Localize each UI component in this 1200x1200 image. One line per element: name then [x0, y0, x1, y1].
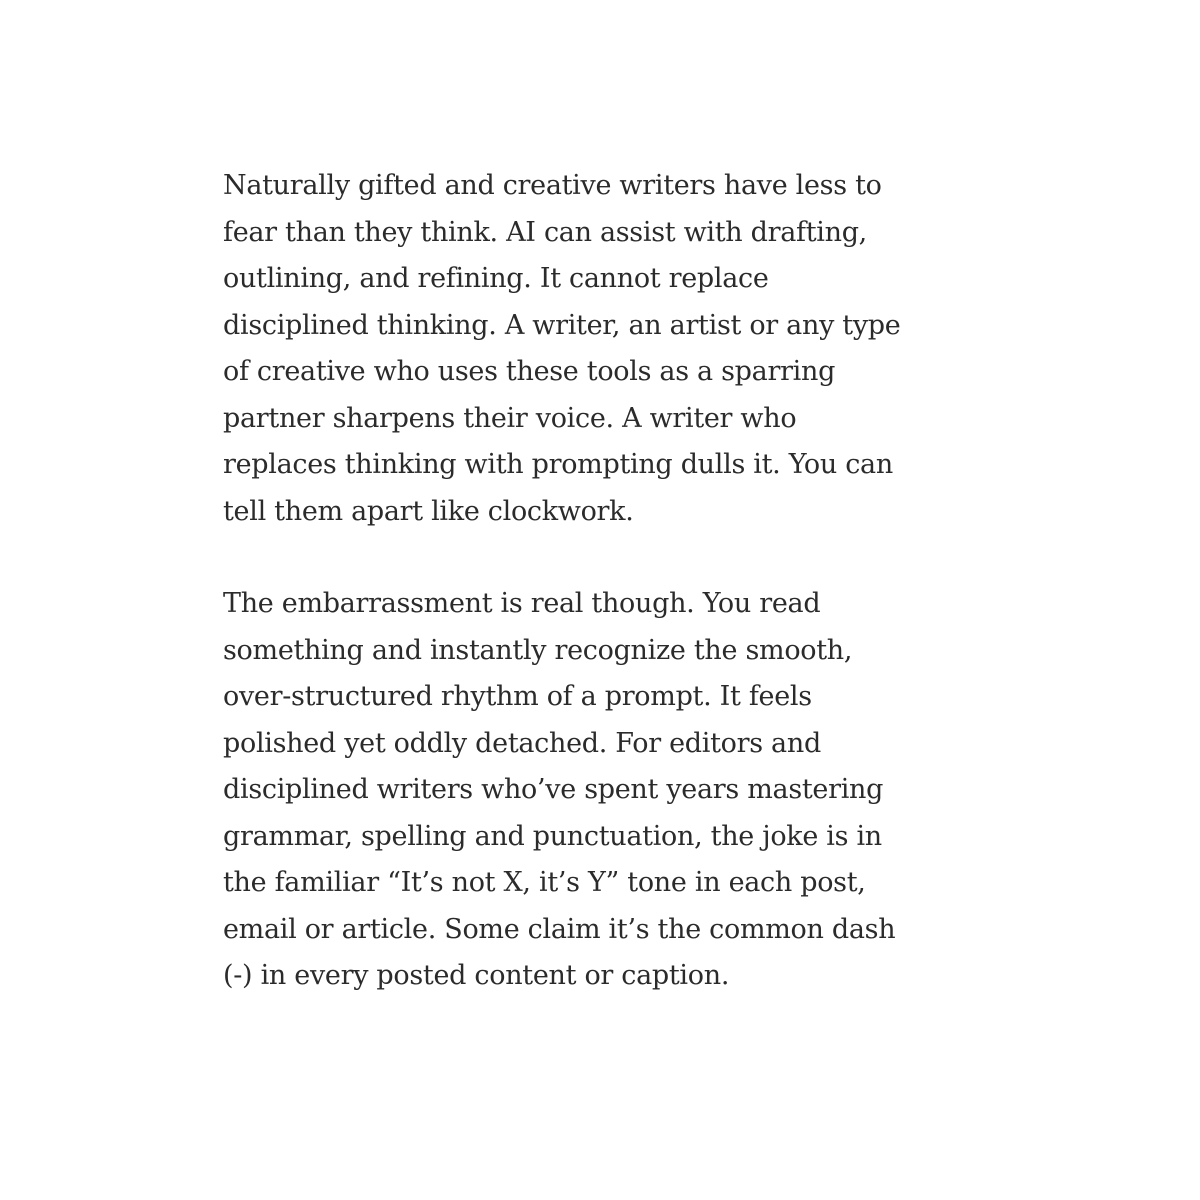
paragraph-1	[223, 163, 983, 535]
text-line: polished yet oddly detached. For editors and	[223, 727, 821, 759]
text-line: Naturally gifted and creative writers have less to	[223, 170, 882, 201]
text-line: tell them apart like clockwork.	[223, 495, 634, 527]
text-line: fear than they think. AI can assist with drafting,	[223, 216, 867, 248]
text-line: grammar, spelling and punctuation, the joke is in	[223, 820, 882, 852]
text-line: The embarrassment is real though. You read	[223, 588, 821, 619]
text-line: of creative who uses these tools as a sparring	[223, 356, 836, 387]
text-line: something and instantly recognize the smooth,	[223, 634, 853, 666]
text-line: replaces thinking with prompting dulls it. You can	[223, 449, 893, 480]
text-line: disciplined thinking. A writer, an artist or any type	[223, 309, 901, 341]
text-line: email or article. Some claim it’s the common dash	[223, 913, 896, 945]
text-body	[223, 163, 983, 1000]
text-line: over-structured rhythm of a prompt. It feels	[223, 681, 812, 712]
text-line: (-) in every posted content or caption.	[223, 960, 730, 991]
paragraph-2	[223, 581, 983, 1000]
text-line: outlining, and refining. It cannot replace	[223, 263, 769, 294]
text-line: disciplined writers who’ve spent years mastering	[223, 774, 884, 805]
text-line: the familiar “It’s not X, it’s Y” tone in each post,	[223, 867, 866, 898]
text-line: partner sharpens their voice. A writer who	[223, 402, 797, 434]
